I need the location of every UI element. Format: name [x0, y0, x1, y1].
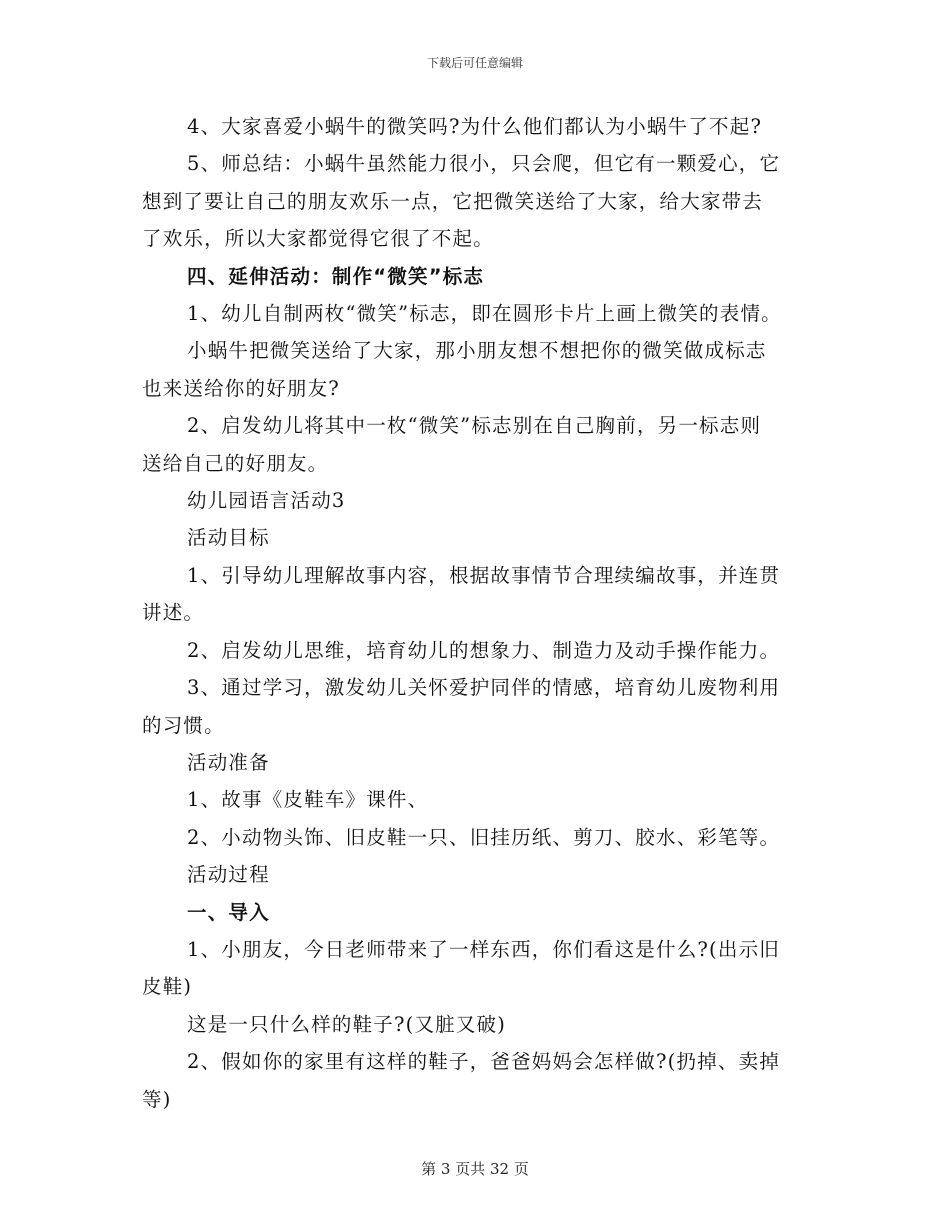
document-body [142, 108, 822, 1118]
paragraph-line: 也来送给你的好朋友? [142, 376, 340, 400]
paragraph-line: 想到了要让自己的朋友欢乐一点，它把微笑送给了大家，给大家带去 [142, 189, 764, 213]
paragraph-line: 3、通过学习，激发幼儿关怀爱护同伴的情感，培育幼儿废物利用 [187, 676, 781, 700]
subheading: 活动准备 [187, 750, 270, 774]
paragraph-line: 小蜗牛把微笑送给了大家，那小朋友想不想把你的微笑做成标志 [187, 339, 767, 363]
section-heading: 四、延伸活动：制作“微笑”标志 [187, 264, 485, 288]
page-header: 下载后可任意编辑 [426, 56, 523, 70]
subheading: 活动目标 [187, 526, 270, 550]
paragraph-line: 的习惯。 [142, 713, 225, 737]
paragraph-line: 讲述。 [142, 601, 205, 625]
paragraph-line: 1、小朋友，今日老师带来了一样东西，你们看这是什么?(出示旧 [187, 937, 780, 961]
paragraph-line: 2、启发幼儿将其中一枚“微笑”标志别在自己胸前，另一标志则 [187, 414, 762, 438]
paragraph-line: 送给自己的好朋友。 [142, 451, 329, 475]
paragraph-line: 这是一只什么样的鞋子?(又脏又破) [187, 1012, 507, 1036]
paragraph-line: 等) [142, 1087, 172, 1111]
document-title: 幼儿园语言活动3 [187, 489, 346, 513]
paragraph-line: 1、幼儿自制两枚“微笑”标志，即在圆形卡片上画上微笑的表情。 [187, 302, 782, 326]
paragraph-line: 2、启发幼儿思维，培育幼儿的想象力、制造力及动手操作能力。 [187, 638, 781, 662]
paragraph-line: 1、引导幼儿理解故事内容，根据故事情节合理续编故事，并连贯 [187, 563, 781, 587]
paragraph-line: 2、假如你的家里有这样的鞋子，爸爸妈妈会怎样做?(扔掉、卖掉 [187, 1050, 780, 1074]
paragraph-line: 皮鞋) [142, 975, 193, 999]
paragraph-line: 了欢乐，所以大家都觉得它很了不起。 [142, 227, 494, 251]
subheading: 活动过程 [187, 863, 270, 887]
paragraph-line: 1、故事《皮鞋车》课件、 [187, 788, 429, 812]
paragraph-line: 5、师总结：小蜗牛虽然能力很小，只会爬，但它有一颗爱心，它 [187, 152, 781, 176]
paragraph-line: 4、大家喜爱小蜗牛的微笑吗?为什么他们都认为小蜗牛了不起? [187, 115, 763, 138]
section-heading: 一、导入 [187, 900, 270, 924]
page-footer: 第 3 页共 32 页 [421, 1160, 529, 1178]
paragraph-line: 2、小动物头饰、旧皮鞋一只、旧挂历纸、剪刀、胶水、彩笔等。 [187, 825, 781, 849]
